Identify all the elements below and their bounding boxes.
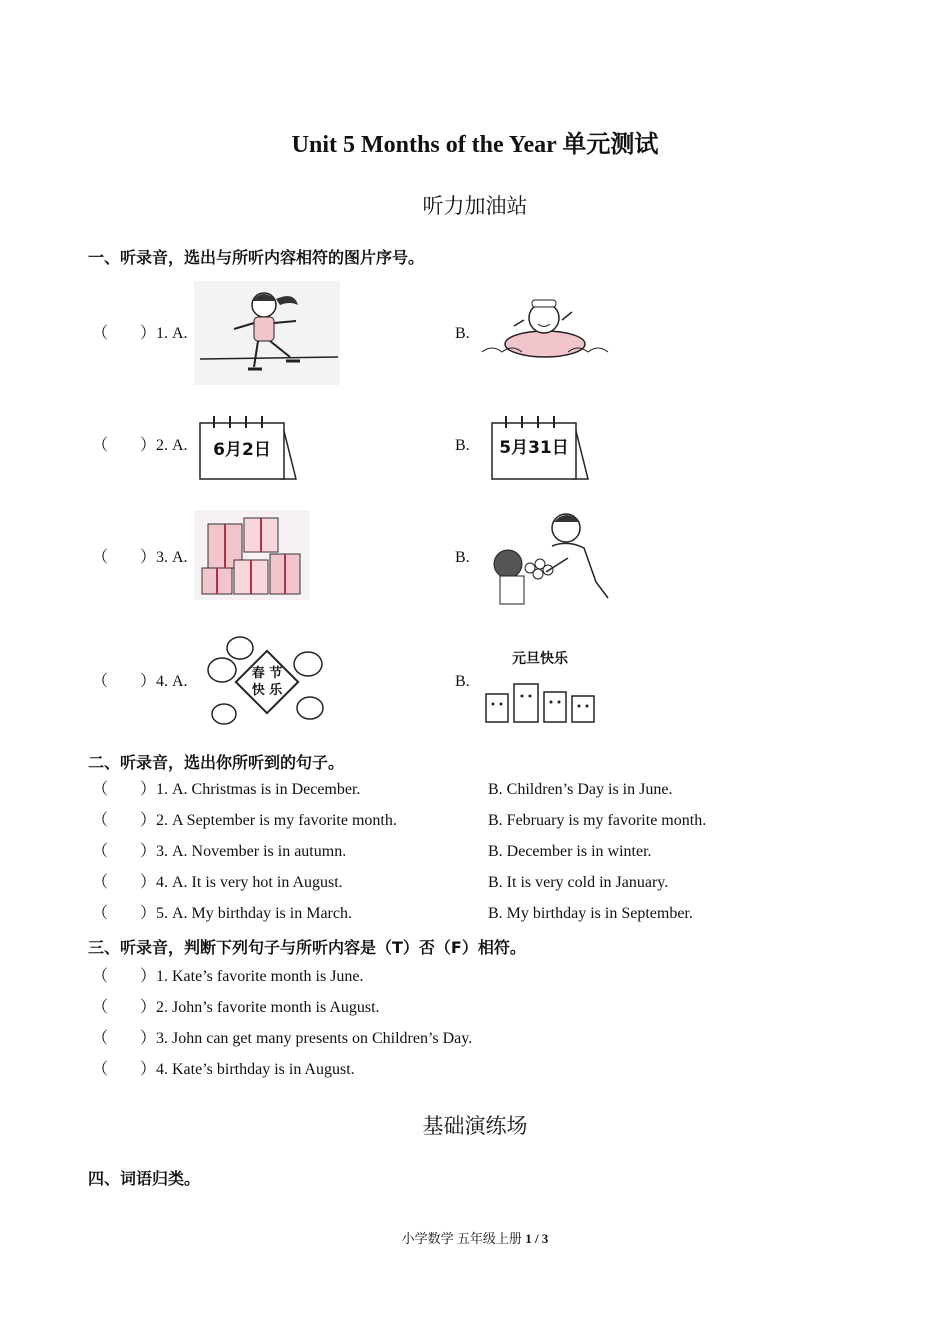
part3-item-1: （ ）1. Kate’s favorite month is June. bbox=[92, 968, 364, 985]
part2-item-4-a: （ ）4. A. It is very hot in August. bbox=[92, 874, 343, 891]
part2-item-3-a: （ ）3. A. November is in autumn. bbox=[92, 843, 347, 860]
part2-item-2-a: （ ）2. A September is my favorite month. bbox=[92, 812, 397, 829]
section-title-basics: 基础演练场 bbox=[422, 1114, 528, 1138]
part1-heading: 一、听录音，选出与所听内容相符的图片序号。 bbox=[88, 248, 425, 267]
calendar-may-31-image bbox=[488, 413, 592, 485]
part2-item-1-a: （ ）1. A. Christmas is in December. bbox=[92, 781, 361, 798]
part1-item-2-b-label: B. bbox=[455, 437, 470, 454]
part3-item-4: （ ）4. Kate’s birthday is in August. bbox=[92, 1061, 355, 1078]
part2-item-5-a: （ ）5. A. My birthday is in March. bbox=[92, 905, 352, 922]
spring-festival-text-2: 快 乐 bbox=[251, 683, 283, 698]
part1-item-1-b-label: B. bbox=[455, 325, 470, 342]
part1-item-4-b-label: B. bbox=[455, 673, 470, 690]
swimming-boy-image bbox=[480, 290, 610, 362]
calendar-a-date: 6月2日 bbox=[213, 440, 271, 460]
part3-heading: 三、听录音，判断下列句子与所听内容是（T）否（F）相符。 bbox=[88, 938, 526, 957]
footer-text: 小学数学 五年级上册 bbox=[401, 1231, 526, 1246]
giving-flowers-image bbox=[486, 508, 618, 608]
part1-item-3-label: （ ）3. A. bbox=[92, 549, 188, 566]
new-year-image bbox=[478, 636, 608, 730]
gift-boxes-image bbox=[194, 510, 310, 600]
spring-festival-image bbox=[200, 630, 330, 734]
new-year-text: 元旦快乐 bbox=[512, 651, 568, 667]
part4-heading: 四、词语归类。 bbox=[88, 1169, 201, 1188]
calendar-june-2-image bbox=[196, 413, 300, 485]
part1-item-3-b-label: B. bbox=[455, 549, 470, 566]
part1-item-2-label: （ ）2. A. bbox=[92, 437, 188, 454]
part1-item-1-label: （ ）1. A. bbox=[92, 325, 188, 342]
calendar-b-date: 5月31日 bbox=[499, 438, 569, 458]
page-footer bbox=[0, 1228, 950, 1247]
part2-item-1-b: B. Children’s Day is in June. bbox=[488, 781, 673, 798]
part2-item-3-b: B. December is in winter. bbox=[488, 843, 652, 860]
page-title: Unit 5 Months of the Year 单元测试 bbox=[291, 132, 659, 158]
spring-festival-text-1: 春 节 bbox=[251, 666, 283, 681]
part2-item-4-b: B. It is very cold in January. bbox=[488, 874, 669, 891]
part3-item-3: （ ）3. John can get many presents on Children’s Day. bbox=[92, 1030, 473, 1047]
page-number: 1 / 3 bbox=[525, 1231, 549, 1246]
skating-girl-image bbox=[194, 281, 340, 385]
part2-item-2-b: B. February is my favorite month. bbox=[488, 812, 707, 829]
part1-item-4-label: （ ）4. A. bbox=[92, 673, 188, 690]
part3-item-2: （ ）2. John’s favorite month is August. bbox=[92, 999, 380, 1016]
section-title-listening: 听力加油站 bbox=[422, 194, 528, 218]
part2-heading: 二、听录音，选出你所听到的句子。 bbox=[88, 753, 345, 772]
part2-item-5-b: B. My birthday is in September. bbox=[488, 905, 693, 922]
